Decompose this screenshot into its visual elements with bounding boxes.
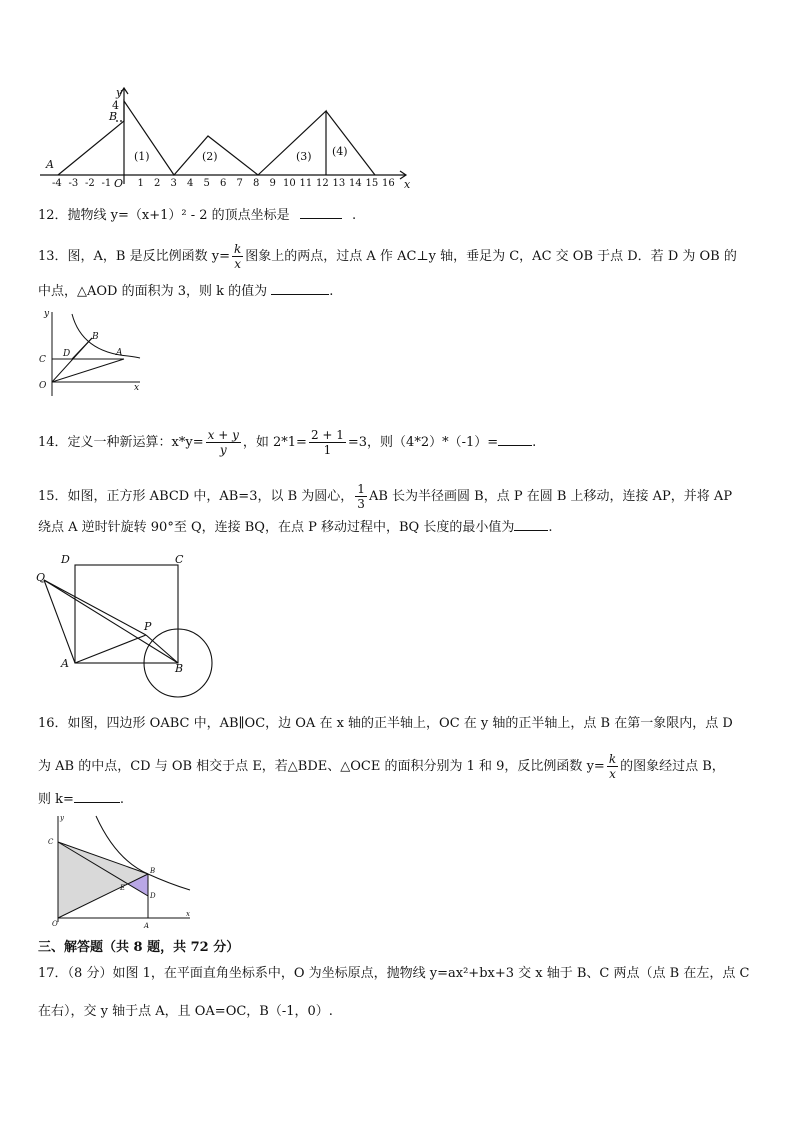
region-3-label: (3) (296, 150, 312, 163)
y-tick-4: 4 (112, 99, 119, 112)
q15-text-b: AB 长为半径画圆 B，点 P 在圆 B 上移动，连接 AP，并将 AP (368, 489, 733, 504)
x-tick-label: 1 (137, 178, 144, 189)
q12-answer-blank[interactable] (300, 218, 342, 219)
q13-end: . (329, 284, 334, 299)
question-16-line-1 (38, 714, 733, 734)
q16-text-b: 的图象经过点 B， (620, 759, 725, 774)
q13-fraction (232, 242, 243, 271)
q14-text-b: ，如 2*1= (242, 435, 307, 450)
region-1-label: (1) (134, 150, 150, 163)
fig13-A-label: A (116, 348, 123, 358)
q14-fraction-2 (309, 428, 346, 457)
y-axis-label: y (116, 86, 123, 99)
fig13-C-label: C (39, 355, 46, 365)
q14-text-c: =3，则（4*2）*（-1）= (347, 435, 499, 450)
question-13-line-1 (38, 242, 737, 271)
x-tick-label: 2 (154, 178, 161, 189)
fig15-C-label: C (175, 553, 184, 566)
q12-text: 12．抛物线 y=（x+1）² - 2 的顶点坐标是 (38, 208, 290, 223)
fig15-P-label: P (144, 620, 152, 633)
fig13-D-label: D (63, 349, 71, 359)
figure-16 (40, 812, 196, 934)
triangle-OCE-shade (58, 842, 148, 918)
q15-frac-num: 1 (357, 482, 365, 496)
q14-f2-num: 2 + 1 (310, 428, 344, 442)
fig13-O-label: O (39, 381, 47, 391)
q16-answer-blank[interactable] (74, 802, 120, 803)
fig16-y-label: y (60, 814, 64, 822)
graph-last-segment (326, 111, 375, 175)
x-tick-label: 11 (299, 178, 313, 189)
q16-text-line3: 则 k= (38, 792, 74, 807)
fig16-O-label: O (52, 920, 58, 928)
fig16-A-label: A (144, 922, 150, 930)
q13-text-a: 13．图，A，B 是反比例函数 y= (38, 249, 230, 264)
q14-f1-den: y (219, 443, 227, 457)
question-16-line-3 (38, 790, 124, 810)
question-17-line-1 (38, 964, 749, 984)
x-tick-label: 4 (187, 178, 194, 189)
x-tick-label: 12 (316, 178, 329, 189)
section-3-heading: 三、解答题（共 8 题，共 72 分） (38, 940, 240, 955)
q13-text-b: 图象上的两点，过点 A 作 AC⊥y 轴，垂足为 C，AC 交 OB 于点 D．若 D 为 OB 的 (245, 249, 737, 264)
x-tick-label: -2 (85, 178, 95, 189)
fig15-D-label: D (61, 553, 70, 566)
fig15-B-label: B (175, 662, 184, 675)
q15-end: . (548, 520, 553, 535)
x-tick-label: 10 (283, 178, 296, 189)
q14-text-a: 14．定义一种新运算：x*y= (38, 435, 204, 450)
square-ABCD (75, 565, 178, 663)
q13-text-line2: 中点，△AOD 的面积为 3，则 k 的值为 (38, 284, 268, 299)
q14-fraction-1 (206, 428, 241, 457)
q15-frac-den: 3 (357, 497, 365, 511)
fig13-y-label: y (44, 309, 50, 319)
q13-frac-num: k (234, 242, 242, 256)
fig15-A-label: A (61, 657, 69, 670)
q15-text-line2: 绕点 A 逆时针旋转 90°至 Q，连接 BQ，在点 P 移动过程中，BQ 长度的最小值为 (38, 520, 515, 535)
figure-15 (34, 548, 214, 704)
q16-text-a: 为 AB 的中点，CD 与 OB 相交于点 E，若△BDE、△OCE 的面积分别为 1 和 9，反比例函数 y= (38, 759, 605, 774)
q13-frac-den: x (234, 257, 242, 271)
q14-f1-num: x + y (207, 428, 239, 442)
fig16-E-label: E (120, 884, 126, 892)
q15-fraction (355, 482, 367, 511)
x-tick-label: 13 (332, 178, 346, 189)
q16-frac-den: x (609, 767, 616, 781)
q16-text-line1: 16．如图，四边形 OABC 中，AB∥OC，边 OA 在 x 轴的正半轴上，OC 在 y 轴的正半轴上，点 B 在第一象限内，点 D (38, 716, 733, 731)
question-17-line-2 (38, 1002, 333, 1022)
fig15-Q-label: Q (36, 571, 46, 584)
x-tick-label: 14 (349, 178, 362, 189)
question-15-line-2 (38, 518, 552, 538)
fig16-D-label: D (150, 892, 156, 900)
question-14 (38, 428, 536, 457)
fig16-x-label: x (186, 910, 190, 918)
point-B-label: B (109, 110, 118, 123)
x-tick-label: 15 (365, 178, 379, 189)
x-tick-labels (52, 178, 395, 189)
x-tick-label: -1 (101, 178, 112, 189)
question-15-line-1 (38, 482, 732, 511)
q16-frac-num: k (608, 752, 617, 766)
x-tick-label: 8 (253, 178, 260, 189)
fig16-C-label: C (48, 838, 54, 846)
q17-text-line1: 17．（8 分）如图 1，在平面直角坐标系中，O 为坐标原点，抛物线 y=ax²+bx+3 交 x 轴于 B、C 两点（点 B 在左，点 C (38, 966, 750, 981)
figure-13 (36, 306, 144, 402)
q13-answer-blank[interactable] (271, 294, 329, 295)
q14-f2-den: 1 (323, 443, 332, 457)
piecewise-graph-figure (38, 84, 414, 194)
q16-end: . (119, 792, 125, 807)
region-4-label: (4) (332, 145, 348, 158)
x-tick-label: 6 (220, 178, 227, 189)
question-13-line-2 (38, 282, 333, 302)
x-tick-label: 16 (382, 178, 395, 189)
x-tick-label: 7 (236, 178, 243, 189)
question-16-line-2 (38, 752, 725, 781)
origin-label: O (114, 177, 124, 190)
x-tick-label: -4 (52, 178, 62, 189)
q14-answer-blank[interactable] (498, 445, 532, 446)
fig13-x-label: x (134, 383, 140, 393)
q14-end: . (532, 435, 537, 450)
fig16-B-label: B (150, 867, 156, 875)
q17-text-line2: 在右），交 y 轴于点 A，且 OA=OC，B（-1，0）. (38, 1004, 333, 1019)
q12-end: . (351, 208, 357, 223)
x-tick-label: 5 (203, 178, 210, 189)
x-tick-label: 9 (269, 178, 276, 189)
question-12 (38, 206, 356, 226)
q16-fraction (607, 752, 618, 781)
x-tick-label: -3 (68, 178, 79, 189)
region-2-label: (2) (202, 150, 218, 163)
q15-answer-blank[interactable] (514, 530, 548, 531)
x-axis-label: x (404, 178, 411, 191)
point-A-label: A (46, 158, 54, 171)
graph-polyline (58, 101, 326, 175)
fig13-B-label: B (92, 332, 99, 342)
q15-text-a: 15．如图，正方形 ABCD 中，AB=3，以 B 为圆心， (38, 489, 354, 504)
x-tick-label: 3 (170, 178, 177, 189)
